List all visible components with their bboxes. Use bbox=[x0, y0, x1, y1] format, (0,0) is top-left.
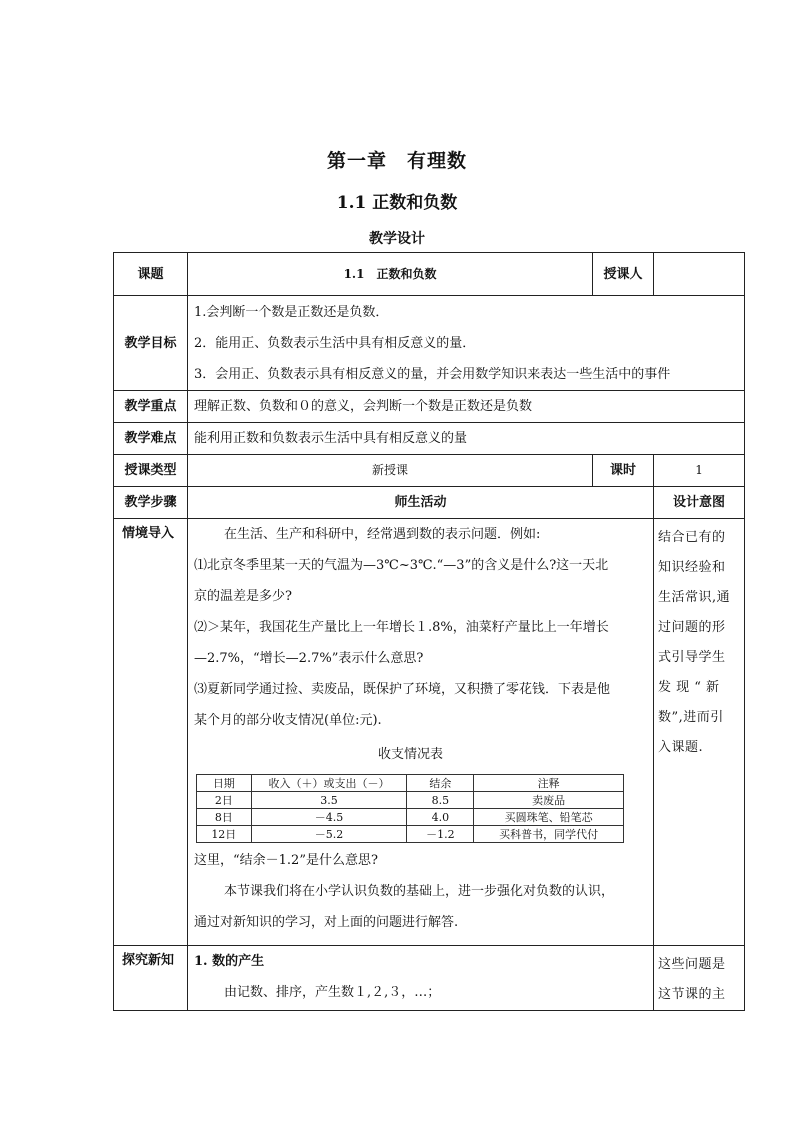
income-table-cell: 买圆珠笔、铅笔芯 bbox=[474, 809, 624, 826]
income-table-header-cell: 收入（＋）或支出（－） bbox=[251, 775, 407, 792]
explore-label: 探究新知 bbox=[114, 946, 188, 1011]
difficulties-row bbox=[114, 423, 745, 455]
topic-label: 课题 bbox=[114, 253, 188, 296]
income-table-header-cell: 注释 bbox=[474, 775, 624, 792]
intro-line: 某个月的部分收支情况(单位:元). bbox=[194, 713, 382, 728]
intro-row bbox=[114, 519, 745, 946]
intro-after-line: 通过对新知识的学习，对上面的问题进行解答. bbox=[194, 915, 459, 930]
doc-subtitle: 教学设计 bbox=[369, 231, 425, 247]
design-line: 这节课的主 bbox=[658, 987, 726, 1002]
income-table-title: 收支情况表 bbox=[378, 747, 444, 762]
design-line: 式引导学生 bbox=[658, 650, 726, 665]
intro-design-cell bbox=[654, 519, 745, 946]
income-table-header-cell: 日期 bbox=[197, 775, 252, 792]
income-table-row bbox=[197, 792, 624, 809]
intro-line: 在生活、生产和科研中，经常遇到数的表示问题．例如: bbox=[224, 527, 541, 542]
topic-value: 1.1 正数和负数 bbox=[188, 253, 593, 296]
steps-label: 教学步骤 bbox=[114, 487, 188, 519]
difficulties-label: 教学难点 bbox=[114, 423, 188, 455]
design-line: 结合已有的 bbox=[658, 530, 726, 545]
design-line: 入课题. bbox=[658, 740, 704, 755]
income-table-cell: －1.2 bbox=[407, 826, 474, 843]
lesson-type-row bbox=[114, 455, 745, 487]
income-table bbox=[196, 774, 624, 843]
steps-header-row bbox=[114, 487, 745, 519]
goals-row bbox=[114, 296, 745, 391]
intro-line: ⑶夏新同学通过捡、卖废品，既保护了环境，又积攒了零花钱．下表是他 bbox=[194, 682, 611, 697]
intro-line: —2.7%，“增长—2.7%”表示什么意思? bbox=[194, 651, 424, 666]
design-line: 发 现 “ 新 bbox=[658, 680, 720, 695]
income-table-cell: 卖废品 bbox=[474, 792, 624, 809]
teacher-label: 授课人 bbox=[593, 253, 654, 296]
income-table-cell: 买科普书，同学代付 bbox=[474, 826, 624, 843]
design-line: 数”,进而引 bbox=[658, 710, 724, 725]
intro-activity-cell bbox=[188, 519, 654, 946]
income-table-cell: 12日 bbox=[197, 826, 252, 843]
topic-row bbox=[114, 253, 745, 296]
income-table-cell: －5.2 bbox=[251, 826, 407, 843]
explore-line: 由记数、排序，产生数１,２,３，…； bbox=[224, 985, 441, 1000]
lesson-type-label: 授课类型 bbox=[114, 455, 188, 487]
design-header: 设计意图 bbox=[654, 487, 745, 519]
design-line: 这些问题是 bbox=[658, 957, 726, 972]
activity-header: 师生活动 bbox=[188, 487, 654, 519]
goals-cell bbox=[188, 296, 745, 391]
difficulties-value: 能利用正数和负数表示生活中具有相反意义的量 bbox=[188, 423, 745, 455]
explore-design-text bbox=[658, 946, 740, 1010]
goal-item: 1.会判断一个数是正数还是负数． bbox=[194, 304, 389, 320]
income-table-cell: 8日 bbox=[197, 809, 252, 826]
income-table-cell: 4.0 bbox=[407, 809, 474, 826]
intro-label: 情境导入 bbox=[114, 519, 188, 946]
intro-line: 京的温差是多少? bbox=[194, 589, 292, 604]
intro-after-line: 这里，“结余－1.2”是什么意思? bbox=[194, 853, 378, 868]
period-value: 1 bbox=[654, 455, 745, 487]
income-table-header-cell: 结余 bbox=[407, 775, 474, 792]
period-label: 课时 bbox=[593, 455, 654, 487]
key-points-row bbox=[114, 391, 745, 423]
goal-item: 2．能用正、负数表示生活中具有相反意义的量． bbox=[194, 335, 476, 351]
section-title: 1.1 正数和负数 bbox=[336, 193, 458, 213]
income-table-cell: 8.5 bbox=[407, 792, 474, 809]
lesson-plan-table bbox=[113, 252, 745, 1011]
explore-heading: 1. 数的产生 bbox=[194, 954, 265, 969]
income-table-cell: 3.5 bbox=[251, 792, 407, 809]
key-points-value: 理解正数、负数和０的意义，会判断一个数是正数还是负数 bbox=[188, 391, 745, 423]
design-line: 过问题的形 bbox=[658, 620, 726, 635]
goals-label: 教学目标 bbox=[114, 296, 188, 391]
key-points-label: 教学重点 bbox=[114, 391, 188, 423]
design-line: 知识经验和 bbox=[658, 560, 726, 575]
income-table-row bbox=[197, 826, 624, 843]
intro-design-text bbox=[658, 519, 740, 763]
explore-activity-cell bbox=[188, 946, 654, 1011]
goal-item: 3．会用正、负数表示具有相反意义的量，并会用数学知识来表达一些生活中的事件 bbox=[194, 366, 671, 382]
intro-line: ⑵＞某年，我国花生产量比上一年增长１.8%，油菜籽产量比上一年增长 bbox=[194, 620, 609, 635]
income-table-row bbox=[197, 809, 624, 826]
intro-line: ⑴北京冬季里某一天的气温为—3℃~3℃.“—3”的含义是什么?这一天北 bbox=[194, 558, 609, 573]
explore-row bbox=[114, 946, 745, 1011]
income-table-header bbox=[197, 775, 624, 792]
income-table-cell: 2日 bbox=[197, 792, 252, 809]
intro-after-line: 本节课我们将在小学认识负数的基础上，进一步强化对负数的认识， bbox=[224, 884, 615, 899]
lesson-type-value: 新授课 bbox=[188, 455, 593, 487]
explore-design-cell bbox=[654, 946, 745, 1011]
teacher-value bbox=[654, 253, 745, 296]
income-table-cell: －4.5 bbox=[251, 809, 407, 826]
chapter-title: 第一章 有理数 bbox=[326, 150, 467, 172]
design-line: 生活常识,通 bbox=[658, 590, 731, 605]
